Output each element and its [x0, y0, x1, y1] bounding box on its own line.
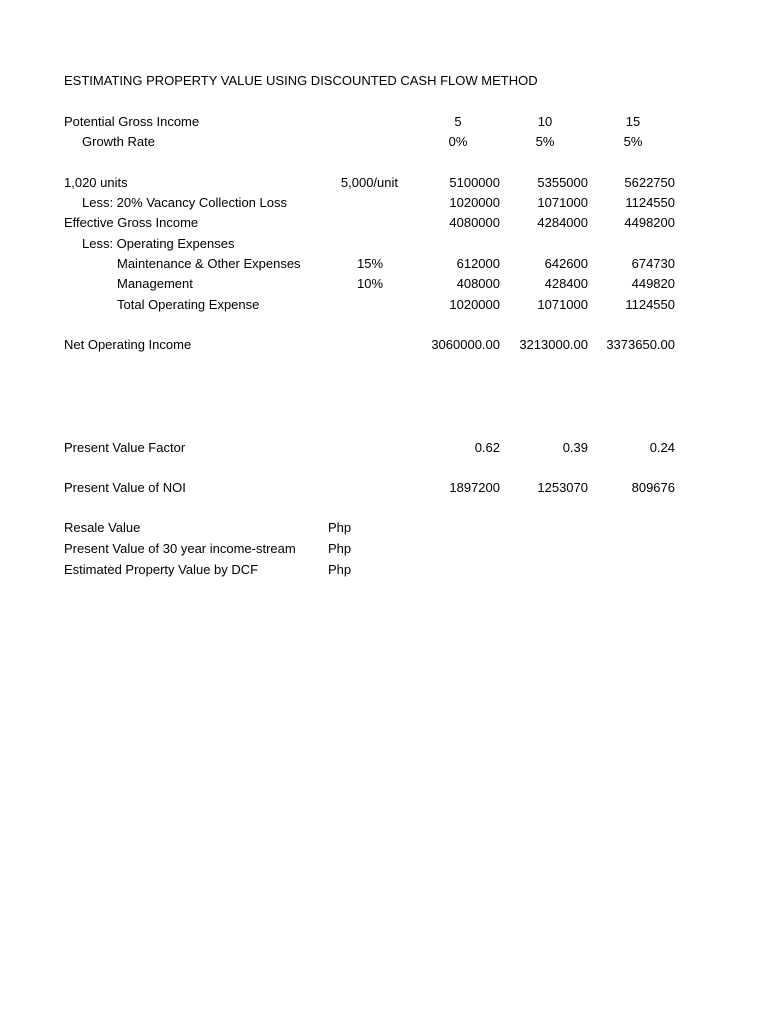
table-cell: 642600	[544, 256, 588, 271]
table-cell: 612000	[456, 256, 500, 271]
unit-rate: 5,000/unit	[340, 175, 398, 190]
growth-rate-value: 5%	[623, 134, 643, 149]
table-cell: 4498200	[624, 215, 675, 230]
maintenance-pct: 15%	[356, 256, 384, 271]
table-cell: 3373650.00	[606, 337, 675, 352]
potential-gross-income-label: Potential Gross Income	[64, 114, 200, 129]
pv-income-stream-label: Present Value of 30 year income-stream	[64, 541, 296, 556]
currency-label: Php	[328, 520, 352, 535]
table-cell: 4284000	[537, 215, 588, 230]
table-cell: 5100000	[449, 175, 500, 190]
table-cell: 4080000	[449, 215, 500, 230]
growth-rate-value: 0%	[448, 134, 468, 149]
page-title: ESTIMATING PROPERTY VALUE USING DISCOUNTED CASH FLOW METHOD	[64, 73, 538, 88]
table-cell: 1124550	[625, 195, 675, 210]
estimated-property-value-label: Estimated Property Value by DCF	[64, 562, 259, 577]
resale-value-label: Resale Value	[64, 520, 141, 535]
year-header: 5	[454, 114, 462, 129]
table-cell: 809676	[631, 480, 675, 495]
table-cell: 3213000.00	[519, 337, 588, 352]
growth-rate-label: Growth Rate	[82, 134, 155, 149]
table-cell: 5355000	[537, 175, 588, 190]
present-value-factor-label: Present Value Factor	[64, 440, 186, 455]
table-cell: 3060000.00	[431, 337, 500, 352]
table-cell: 0.24	[649, 440, 675, 455]
table-cell: 449820	[631, 276, 675, 291]
table-cell: 1897200	[449, 480, 500, 495]
table-cell: 0.39	[562, 440, 588, 455]
growth-rate-value: 5%	[535, 134, 555, 149]
management-pct: 10%	[356, 276, 384, 291]
table-cell: 1124550	[625, 297, 675, 312]
units-label: 1,020 units	[64, 175, 128, 190]
table-cell: 1253070	[537, 480, 588, 495]
management-label: Management	[117, 276, 193, 291]
year-header: 15	[625, 114, 641, 129]
currency-label: Php	[328, 562, 352, 577]
operating-expenses-header: Less: Operating Expenses	[82, 236, 235, 251]
table-cell: 1071000	[537, 297, 588, 312]
table-cell: 674730	[631, 256, 675, 271]
table-cell: 1020000	[449, 297, 500, 312]
maintenance-label: Maintenance & Other Expenses	[117, 256, 301, 271]
table-cell: 428400	[544, 276, 588, 291]
net-operating-income-label: Net Operating Income	[64, 337, 192, 352]
table-cell: 408000	[456, 276, 500, 291]
currency-label: Php	[328, 541, 352, 556]
table-cell: 0.62	[474, 440, 500, 455]
vacancy-label: Less: 20% Vacancy Collection Loss	[82, 195, 287, 210]
effective-gross-income-label: Effective Gross Income	[64, 215, 199, 230]
total-operating-expense-label: Total Operating Expense	[117, 297, 260, 312]
table-cell: 1020000	[449, 195, 500, 210]
table-cell: 1071000	[537, 195, 588, 210]
table-cell: 5622750	[624, 175, 675, 190]
year-header: 10	[537, 114, 553, 129]
present-value-noi-label: Present Value of NOI	[64, 480, 186, 495]
